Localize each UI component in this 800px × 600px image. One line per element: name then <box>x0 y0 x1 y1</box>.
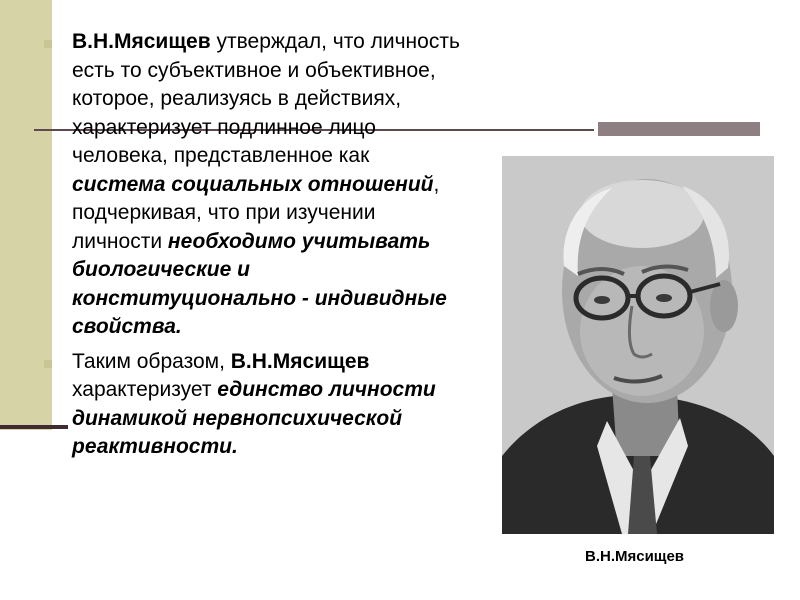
text-run: характеризует <box>72 378 218 401</box>
portrait-photo <box>502 156 774 534</box>
text-run: , подчеркивая, что при изучении личности <box>72 172 440 253</box>
emphasis-text: единство личности динамикой нервнопсихической реактивности. <box>72 378 436 458</box>
text-run: утверждал, что личность есть то субъективное и объективное, которое, реализуясь в действиях, характеризует подлинное лицо человека, представленное как <box>72 30 460 167</box>
bullet-paragraph-2 <box>44 348 464 462</box>
photo-caption: В.Н.Мясищев <box>585 548 685 565</box>
square-bullet-icon <box>44 360 52 368</box>
horizontal-rule-accent <box>598 122 760 136</box>
text-run: Таким образом, <box>72 349 231 373</box>
emphasis-text: система социальных отношений <box>72 172 434 196</box>
author-name: В.Н.Мясищев <box>230 349 370 373</box>
slide-text <box>44 28 464 468</box>
author-name: В.Н.Мясищев <box>72 30 211 53</box>
bullet-paragraph-1 <box>44 28 464 342</box>
emphasis-text: необходимо учитывать биологические и конституционально - индивидные свойства. <box>72 229 447 338</box>
square-bullet-icon <box>44 40 52 48</box>
